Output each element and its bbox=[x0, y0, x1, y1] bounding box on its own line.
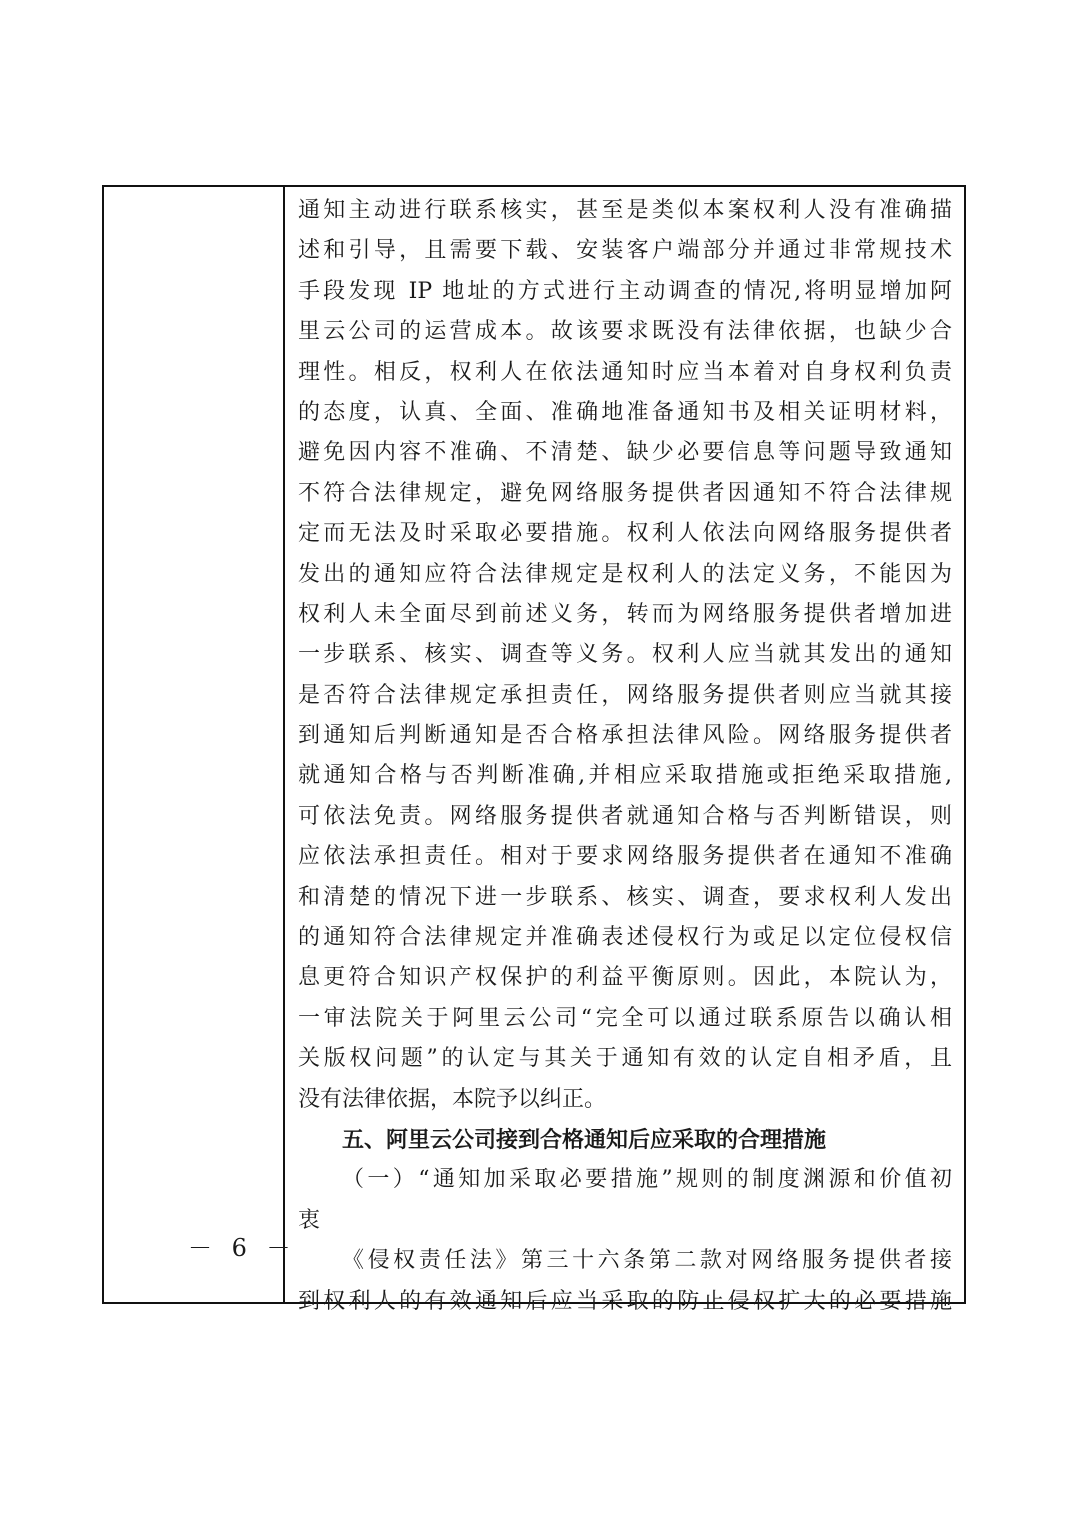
section-heading: 五、阿里云公司接到合格通知后应采取的合理措施 bbox=[342, 1126, 827, 1153]
subsection-heading-continued: 衷 bbox=[298, 1207, 321, 1233]
body-line: 和清楚的情况下进一步联系、核实、调查，要求权利人发出 bbox=[298, 884, 952, 910]
body-line: 的通知符合法律规定并准确表述侵权行为或足以定位侵权信 bbox=[298, 925, 952, 951]
body-line: 手段发现 IP 地址的方式进行主动调查的情况,将明显增加阿 bbox=[298, 278, 952, 304]
body-line: 到权利人的有效通知后应当采取的防止侵权扩大的必要措施 bbox=[298, 1288, 952, 1314]
body-line: 息更符合知识产权保护的利益平衡原则。因此，本院认为， bbox=[298, 965, 952, 991]
body-line: 没有法律依据，本院予以纠正。 bbox=[298, 1086, 607, 1112]
body-line: 一步联系、核实、调查等义务。权利人应当就其发出的通知 bbox=[298, 642, 952, 668]
body-line: 述和引导，且需要下载、安装客户端部分并通过非常规技术 bbox=[298, 238, 952, 264]
body-line: 理性。相反，权利人在依法通知时应当本着对自身权利负责 bbox=[298, 359, 952, 385]
body-line: 是否符合法律规定承担责任，网络服务提供者则应当就其接 bbox=[298, 682, 952, 708]
body-line: 的态度，认真、全面、准确地准备通知书及相关证明材料， bbox=[298, 399, 952, 425]
body-line: 《侵权责任法》第三十六条第二款对网络服务提供者接 bbox=[342, 1248, 952, 1274]
body-line: 里云公司的运营成本。故该要求既没有法律依据，也缺少合 bbox=[298, 319, 952, 345]
body-line: 权利人未全面尽到前述义务，转而为网络服务提供者增加进 bbox=[298, 601, 952, 627]
document-table bbox=[102, 185, 966, 1314]
body-line: 发出的通知应符合法律规定是权利人的法定义务，不能因为 bbox=[298, 561, 952, 587]
body-line: 就通知合格与否判断准确,并相应采取措施或拒绝采取措施, bbox=[298, 763, 952, 789]
table-left-cell bbox=[104, 187, 285, 1302]
body-line: 定而无法及时采取必要措施。权利人依法向网络服务提供者 bbox=[298, 521, 952, 547]
table-text-cell bbox=[285, 187, 964, 1314]
body-line: 不符合法律规定，避免网络服务提供者因通知不符合法律规 bbox=[298, 480, 952, 506]
subsection-heading: （一）“通知加采取必要措施”规则的制度渊源和价值初 bbox=[342, 1167, 952, 1193]
body-line: 应依法承担责任。相对于要求网络服务提供者在通知不准确 bbox=[298, 844, 952, 870]
body-line: 一审法院关于阿里云公司“完全可以通过联系原告以确认相 bbox=[298, 1005, 952, 1031]
body-line: 可依法免责。网络服务提供者就通知合格与否判断错误，则 bbox=[298, 803, 952, 829]
body-line: 避免因内容不准确、不清楚、缺少必要信息等问题导致通知 bbox=[298, 440, 952, 466]
body-line: 到通知后判断通知是否合格承担法律风险。网络服务提供者 bbox=[298, 723, 952, 749]
page-number: － 6 － bbox=[188, 1234, 297, 1262]
body-line: 关版权问题”的认定与其关于通知有效的认定自相矛盾，且 bbox=[298, 1046, 952, 1072]
body-line: 通知主动进行联系核实，甚至是类似本案权利人没有准确描 bbox=[298, 198, 952, 223]
